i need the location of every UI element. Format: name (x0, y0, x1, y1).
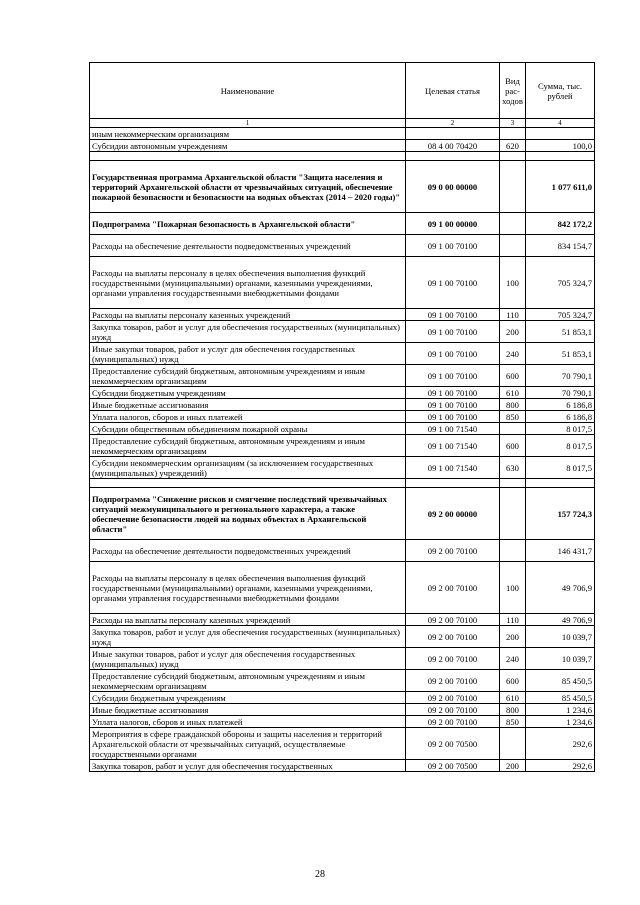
row-target-code: 09 2 00 70100 (406, 692, 500, 704)
row-amount: 49 706,9 (526, 562, 595, 614)
table-row (90, 321, 595, 343)
table-row (90, 365, 595, 387)
row-amount: 1 234,6 (526, 716, 595, 728)
table-row (90, 670, 595, 692)
row-amount: 146 431,7 (526, 540, 595, 562)
row-amount: 49 706,9 (526, 614, 595, 626)
row-amount: 51 853,1 (526, 343, 595, 365)
row-target-code: 09 2 00 00000 (406, 488, 500, 540)
row-name: Иные закупки товаров, работ и услуг для обеспечения государственных (муниципальных) нужд (90, 648, 406, 670)
header-code: Целевая статья (406, 63, 500, 119)
row-amount: 705 324,7 (526, 309, 595, 321)
row-amount: 1 077 611,0 (526, 161, 595, 213)
row-target-code: 09 1 00 70100 (406, 309, 500, 321)
row-expense-kind: 600 (500, 365, 526, 387)
row-name: Закупка товаров, работ и услуг для обеспечения государственных (90, 760, 406, 772)
table-row (90, 479, 595, 488)
row-target-code: 09 0 00 00000 (406, 161, 500, 213)
table-row (90, 257, 595, 309)
row-name: Расходы на обеспечение деятельности подведомственных учреждений (90, 235, 406, 257)
row-expense-kind: 600 (500, 435, 526, 457)
row-expense-kind: 200 (500, 321, 526, 343)
column-number: 3 (500, 119, 526, 128)
row-amount: 8 017,5 (526, 457, 595, 479)
row-target-code: 09 2 00 70100 (406, 614, 500, 626)
row-name: Иные закупки товаров, работ и услуг для обеспечения государственных (муниципальных) нужд (90, 343, 406, 365)
table-row (90, 399, 595, 411)
row-expense-kind: 630 (500, 457, 526, 479)
row-target-code: 09 1 00 70100 (406, 321, 500, 343)
table-row (90, 309, 595, 321)
column-number: 1 (90, 119, 406, 128)
table-row (90, 128, 595, 140)
row-target-code: 09 2 00 70100 (406, 540, 500, 562)
row-name: Субсидии некоммерческим организациям (за исключением государственных (муниципальных) учреждений) (90, 457, 406, 479)
row-name: Расходы на выплаты персоналу в целях обеспечения выполнения функций государственными (муниципальными) органами, казенными учреждениями, органами управления государственными внебюджетными фондами (90, 257, 406, 309)
row-expense-kind: 800 (500, 704, 526, 716)
row-amount (526, 479, 595, 488)
row-amount: 834 154,7 (526, 235, 595, 257)
row-name: Уплата налогов, сборов и иных платежей (90, 716, 406, 728)
row-target-code: 09 1 00 70100 (406, 235, 500, 257)
row-amount: 157 724,3 (526, 488, 595, 540)
row-amount: 70 790,1 (526, 365, 595, 387)
row-name: Субсидии бюджетным учреждениям (90, 387, 406, 399)
row-expense-kind: 610 (500, 692, 526, 704)
row-name (90, 152, 406, 161)
row-amount: 6 186,8 (526, 399, 595, 411)
row-target-code: 09 2 00 70100 (406, 670, 500, 692)
table-row (90, 457, 595, 479)
table-row (90, 343, 595, 365)
row-expense-kind: 620 (500, 140, 526, 152)
table-row (90, 626, 595, 648)
row-expense-kind (500, 235, 526, 257)
table-row (90, 423, 595, 435)
row-name: Иные бюджетные ассигнования (90, 399, 406, 411)
row-expense-kind: 200 (500, 626, 526, 648)
row-name: Расходы на выплаты персоналу в целях обеспечения выполнения функций государственными (муниципальными) органами, казенными учреждениями, органами управления государственными внебюджетными фондами (90, 562, 406, 614)
row-target-code: 09 2 00 70500 (406, 760, 500, 772)
row-expense-kind (500, 161, 526, 213)
row-amount: 10 039,7 (526, 648, 595, 670)
header-sum: Сумма, тыс. рублей (526, 63, 595, 119)
row-name: Закупка товаров, работ и услуг для обеспечения государственных (муниципальных) нужд (90, 321, 406, 343)
row-amount: 292,6 (526, 728, 595, 760)
table-row (90, 213, 595, 235)
row-target-code: 09 2 00 70100 (406, 716, 500, 728)
row-amount: 70 790,1 (526, 387, 595, 399)
row-name: Предоставление субсидий бюджетным, автономным учреждениям и иным некоммерческим организациям (90, 435, 406, 457)
row-amount: 705 324,7 (526, 257, 595, 309)
row-expense-kind: 100 (500, 562, 526, 614)
row-name: Предоставление субсидий бюджетным, автономным учреждениям и иным некоммерческим организациям (90, 670, 406, 692)
row-target-code: 09 2 00 70100 (406, 562, 500, 614)
row-target-code: 09 2 00 70100 (406, 648, 500, 670)
table-row (90, 161, 595, 213)
row-expense-kind: 100 (500, 257, 526, 309)
row-amount: 100,0 (526, 140, 595, 152)
row-expense-kind: 110 (500, 309, 526, 321)
row-expense-kind (500, 423, 526, 435)
row-name: Иные бюджетные ассигнования (90, 704, 406, 716)
row-name: Субсидии бюджетным учреждениям (90, 692, 406, 704)
row-amount: 8 017,5 (526, 435, 595, 457)
row-name: Подпрограмма "Снижение рисков и смягчение последствий чрезвычайных ситуаций межмуниципального и регионального характера, а также обеспечение безопасности людей на водных объектах в Архангельской области" (90, 488, 406, 540)
row-amount (526, 152, 595, 161)
row-target-code: 09 1 00 70100 (406, 365, 500, 387)
table-header-row (90, 63, 595, 119)
row-expense-kind (500, 128, 526, 140)
row-target-code (406, 479, 500, 488)
row-expense-kind: 850 (500, 411, 526, 423)
row-amount: 85 450,5 (526, 692, 595, 704)
table-row (90, 614, 595, 626)
row-target-code: 09 1 00 71540 (406, 457, 500, 479)
table-row (90, 540, 595, 562)
table-row (90, 411, 595, 423)
table-row (90, 760, 595, 772)
row-name: Уплата налогов, сборов и иных платежей (90, 411, 406, 423)
row-amount: 292,6 (526, 760, 595, 772)
row-target-code (406, 128, 500, 140)
table-row (90, 728, 595, 760)
row-target-code (406, 152, 500, 161)
row-target-code: 09 1 00 00000 (406, 213, 500, 235)
row-name (90, 479, 406, 488)
row-expense-kind (500, 213, 526, 235)
header-kind: Вид рас-ходов (500, 63, 526, 119)
row-expense-kind: 200 (500, 760, 526, 772)
row-expense-kind (500, 488, 526, 540)
row-target-code: 09 1 00 70100 (406, 257, 500, 309)
header-name: Наименование (90, 63, 406, 119)
row-target-code: 09 2 00 70100 (406, 626, 500, 648)
row-target-code: 09 1 00 70100 (406, 399, 500, 411)
table-row (90, 648, 595, 670)
page-number: 28 (315, 869, 325, 880)
table-row (90, 140, 595, 152)
row-expense-kind: 610 (500, 387, 526, 399)
row-expense-kind (500, 152, 526, 161)
table-row (90, 435, 595, 457)
row-name: Субсидии общественным объединениям пожарной охраны (90, 423, 406, 435)
row-amount: 51 853,1 (526, 321, 595, 343)
column-number: 4 (526, 119, 595, 128)
table-row (90, 387, 595, 399)
row-expense-kind (500, 479, 526, 488)
row-expense-kind: 850 (500, 716, 526, 728)
row-expense-kind: 240 (500, 648, 526, 670)
table-row (90, 716, 595, 728)
row-name: Расходы на выплаты персоналу казенных учреждений (90, 309, 406, 321)
row-target-code: 09 1 00 71540 (406, 435, 500, 457)
row-expense-kind (500, 540, 526, 562)
row-name: Подпрограмма "Пожарная безопасность в Архангельской области" (90, 213, 406, 235)
column-number-row (90, 119, 595, 128)
row-target-code: 09 1 00 70100 (406, 387, 500, 399)
budget-table (89, 62, 595, 772)
row-target-code: 09 1 00 70100 (406, 411, 500, 423)
row-expense-kind: 110 (500, 614, 526, 626)
row-expense-kind: 800 (500, 399, 526, 411)
column-number: 2 (406, 119, 500, 128)
row-name: Расходы на обеспечение деятельности подведомственных учреждений (90, 540, 406, 562)
row-name: Предоставление субсидий бюджетным, автономным учреждениям и иным некоммерческим организациям (90, 365, 406, 387)
row-amount: 10 039,7 (526, 626, 595, 648)
table-row (90, 692, 595, 704)
row-target-code: 09 2 00 70500 (406, 728, 500, 760)
row-name: иным некоммерческим организациям (90, 128, 406, 140)
table-row (90, 704, 595, 716)
row-expense-kind: 600 (500, 670, 526, 692)
row-name: Мероприятия в сфере гражданской обороны и защиты населения и территорий Архангельской области от чрезвычайных ситуаций, осуществляемые государственными органами (90, 728, 406, 760)
table-row (90, 562, 595, 614)
row-amount (526, 128, 595, 140)
row-name: Субсидии автономным учреждениям (90, 140, 406, 152)
budget-table-body (90, 63, 595, 772)
row-amount: 85 450,5 (526, 670, 595, 692)
row-target-code: 09 1 00 70100 (406, 343, 500, 365)
row-expense-kind: 240 (500, 343, 526, 365)
table-row (90, 235, 595, 257)
row-target-code: 09 2 00 70100 (406, 704, 500, 716)
row-amount: 842 172,2 (526, 213, 595, 235)
row-name: Расходы на выплаты персоналу казенных учреждений (90, 614, 406, 626)
table-row (90, 152, 595, 161)
row-expense-kind (500, 728, 526, 760)
row-name: Государственная программа Архангельской области "Защита населения и территорий Архангельской области от чрезвычайных ситуаций, обеспечение пожарной безопасности и безопасности на водных объектах (2014 – 2020 годы)" (90, 161, 406, 213)
row-name: Закупка товаров, работ и услуг для обеспечения государственных (муниципальных) нужд (90, 626, 406, 648)
row-target-code: 09 1 00 71540 (406, 423, 500, 435)
row-amount: 1 234,6 (526, 704, 595, 716)
row-amount: 8 017,5 (526, 423, 595, 435)
row-amount: 6 186,8 (526, 411, 595, 423)
row-target-code: 08 4 00 70420 (406, 140, 500, 152)
table-row (90, 488, 595, 540)
